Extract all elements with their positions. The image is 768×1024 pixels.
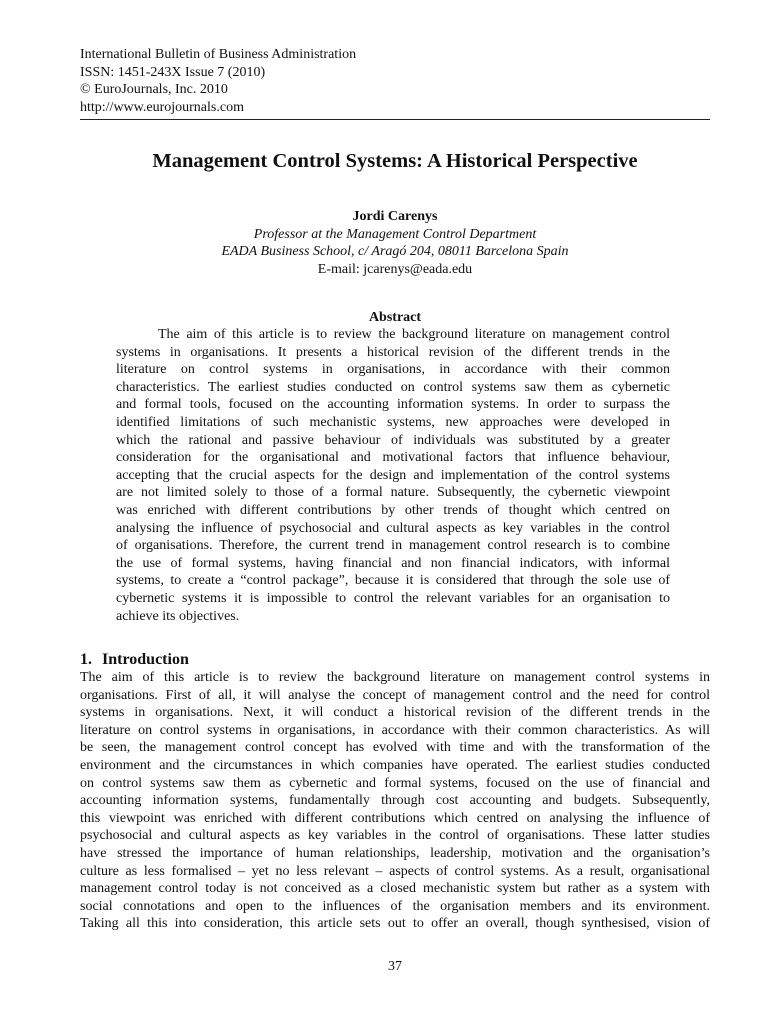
abstract-line: was enriched with different contributions by other trends of thought which centred on: [116, 502, 670, 518]
abstract-line: The aim of this article is to review the background literature on management control: [158, 327, 670, 342]
paper-title: Management Control Systems: A Historical Perspective: [152, 150, 638, 172]
body-line: organisations. First of all, it will analyse the concept of management control and the need for control: [80, 687, 710, 703]
body-line: environment and the circumstances in which companies have operated. The earliest studies conducted: [80, 757, 710, 773]
section-number: 1.: [80, 651, 92, 668]
body-line: systems in organisations. Next, it will conduct a historical revision of the different trends in the: [80, 705, 710, 721]
body-line: Taking all this into consideration, this article sets out to offer an overall, though synthesised, vision of: [80, 916, 710, 932]
journal-copyright: © EuroJournals, Inc. 2010: [80, 82, 228, 97]
section-heading-introduction: [80, 649, 710, 671]
journal-url[interactable]: http://www.eurojournals.com: [80, 99, 244, 115]
author-name: Jordi Carenys: [352, 209, 438, 224]
journal-name: International Bulletin of Business Administration: [80, 47, 357, 62]
abstract-heading: Abstract: [368, 310, 422, 325]
abstract-line: and formal tools, focused on the accounting information systems. In order to surpass the: [116, 397, 670, 413]
abstract-line: are not limited solely to those of a formal nature. Subsequently, the cybernetic viewpoint: [116, 485, 670, 501]
abstract-line: characteristics. The earliest studies conducted on control systems saw them as cybernetic: [116, 379, 670, 395]
body-line: management control today is not conceived as a closed mechanistic system but rather as a system with: [80, 881, 710, 897]
abstract-line: of organisations. Therefore, the current trend in management control research is to combine: [116, 538, 670, 554]
abstract-line: achieve its objectives.: [116, 608, 240, 624]
introduction-text: [80, 669, 710, 933]
body-line: social connotations and open to the influences of the organisation members and its environment.: [80, 898, 710, 914]
journal-header: [80, 46, 710, 116]
abstract-line: accepting that the crucial aspects for the design and implementation of the control systems: [116, 467, 670, 483]
abstract-line: the use of formal systems, having financial and non financial indicators, with informal: [116, 555, 670, 571]
page-number: 37: [388, 959, 402, 974]
author-block: [80, 208, 710, 278]
body-line: literature on control systems in organisations, in accordance with their common characteristics. As will: [80, 722, 710, 738]
header-divider: [80, 119, 710, 120]
abstract-line: cybernetic systems it is impossible to control the relevant variables for an organisation to: [116, 590, 670, 606]
body-line: this viewpoint was enriched with different contributions which centred on analysing the influence of: [80, 810, 710, 826]
journal-issn: ISSN: 1451-243X Issue 7 (2010): [80, 64, 266, 80]
body-line: psychosocial and cultural aspects as key variables in the control of organisations. These latter studies: [80, 828, 710, 844]
abstract-line: systems in organisations. It presents a historical revision of the different trends in the: [116, 344, 670, 360]
abstract-line: which the rational and passive behaviour of individuals was substituted by a greater: [116, 432, 670, 448]
abstract-text: [116, 326, 670, 625]
abstract-line: analysing the influence of psychosocial and cultural aspects as key variables in the control: [116, 520, 670, 536]
body-line: accounting information systems, fundamentally through cost accounting and budgets. Subsequently,: [80, 793, 710, 809]
author-affiliation: EADA Business School, c/ Aragó 204, 08011 Barcelona Spain: [221, 244, 569, 259]
body-line: on control systems saw them as cybernetic and formal systems, focused on the use of financial and: [80, 775, 710, 791]
body-line: culture as less formalised – yet no less relevant – aspects of control systems. As a result, organisational: [80, 863, 710, 879]
author-email[interactable]: E-mail: jcarenys@eada.edu: [317, 261, 473, 277]
section-title: Introduction: [102, 651, 189, 668]
author-position: Professor at the Management Control Department: [253, 226, 537, 242]
body-line: The aim of this article is to review the background literature on management control systems in: [80, 670, 710, 685]
body-line: be seen, the management control concept has evolved with time and with the transformation of the: [80, 740, 710, 756]
abstract-line: literature on control systems in organisations, in accordance with their common: [116, 362, 670, 378]
abstract-line: consideration for the organisational and motivational factors that influence behaviour,: [116, 450, 670, 466]
abstract-line: systems, to create a “control package”, because it is considered that through the sole use of: [116, 573, 670, 589]
body-line: have stressed the importance of human relationships, leadership, motivation and the organisation’s: [80, 845, 710, 861]
abstract-line: identified limitations of such mechanistic systems, new approaches were developed in: [116, 414, 670, 430]
